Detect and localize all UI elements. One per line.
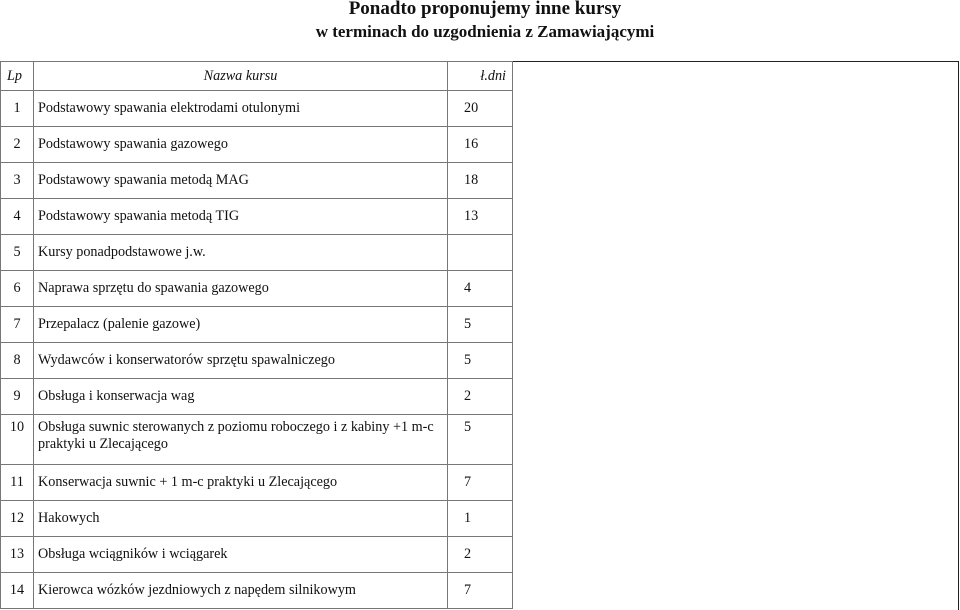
- row-course-name: Hakowych: [34, 501, 448, 537]
- row-lp: 2: [1, 127, 34, 163]
- table-row: [1, 415, 513, 465]
- row-course-name: Kursy ponadpodstawowe j.w.: [34, 235, 448, 271]
- row-days: 18: [448, 163, 513, 199]
- row-course-name: Obsługa wciągników i wciągarek: [34, 537, 448, 573]
- row-course-name: Podstawowy spawania metodą MAG: [34, 163, 448, 199]
- header-days: ł.dni: [448, 62, 513, 91]
- row-course-name: Wydawców i konserwatorów sprzętu spawalniczego: [34, 343, 448, 379]
- row-days: 7: [448, 465, 513, 501]
- row-course-name: Podstawowy spawania elektrodami otulonymi: [34, 91, 448, 127]
- header-lp: Lp: [1, 62, 34, 91]
- row-lp: 1: [1, 91, 34, 127]
- row-course-name: Konserwacja suwnic + 1 m-c praktyki u Zlecającego: [34, 465, 448, 501]
- row-lp: 3: [1, 163, 34, 199]
- row-days: 1: [448, 501, 513, 537]
- row-lp: 14: [1, 573, 34, 609]
- row-lp: 5: [1, 235, 34, 271]
- row-days: 7: [448, 573, 513, 609]
- row-days: 20: [448, 91, 513, 127]
- table-header-row: [1, 62, 513, 91]
- row-course-name: Podstawowy spawania metodą TIG: [34, 199, 448, 235]
- row-lp: 12: [1, 501, 34, 537]
- row-days: 16: [448, 127, 513, 163]
- table-row: [1, 271, 513, 307]
- row-days: 4: [448, 271, 513, 307]
- row-lp: 7: [1, 307, 34, 343]
- table-row: [1, 199, 513, 235]
- row-days: [448, 235, 513, 271]
- page-title: Ponadto proponujemy inne kursy: [348, 0, 622, 19]
- table-row: [1, 91, 513, 127]
- row-lp: 9: [1, 379, 34, 415]
- row-course-name: Przepalacz (palenie gazowe): [34, 307, 448, 343]
- table-row: [1, 501, 513, 537]
- row-course-name: Podstawowy spawania gazowego: [34, 127, 448, 163]
- row-lp: 8: [1, 343, 34, 379]
- row-course-name: Obsługa i konserwacja wag: [34, 379, 448, 415]
- table-row: [1, 307, 513, 343]
- table-row: [1, 465, 513, 501]
- row-lp: 10: [1, 415, 34, 465]
- row-days: 5: [448, 343, 513, 379]
- row-lp: 11: [1, 465, 34, 501]
- row-days: 5: [448, 307, 513, 343]
- table-row: [1, 379, 513, 415]
- page-subtitle: w terminach do uzgodnienia z Zamawiającymi: [315, 22, 655, 41]
- table-row: [1, 537, 513, 573]
- table-row: [1, 127, 513, 163]
- table-row: [1, 343, 513, 379]
- table-row: [1, 573, 513, 609]
- courses-table: [0, 61, 513, 609]
- table-row: [1, 235, 513, 271]
- row-course-name: Naprawa sprzętu do spawania gazowego: [34, 271, 448, 307]
- row-course-name: Kierowca wózków jezdniowych z napędem silnikowym: [34, 573, 448, 609]
- table-row: [1, 163, 513, 199]
- row-days: 13: [448, 199, 513, 235]
- row-lp: 4: [1, 199, 34, 235]
- row-days: 2: [448, 379, 513, 415]
- header-course-name: Nazwa kursu: [34, 62, 448, 91]
- row-days: 2: [448, 537, 513, 573]
- row-lp: 6: [1, 271, 34, 307]
- row-days: 5: [448, 415, 513, 465]
- row-lp: 13: [1, 537, 34, 573]
- table-frame-right-edge: [958, 61, 959, 610]
- row-course-name: Obsługa suwnic sterowanych z poziomu roboczego i z kabiny +1 m-c praktyki u Zlecającego: [34, 415, 448, 465]
